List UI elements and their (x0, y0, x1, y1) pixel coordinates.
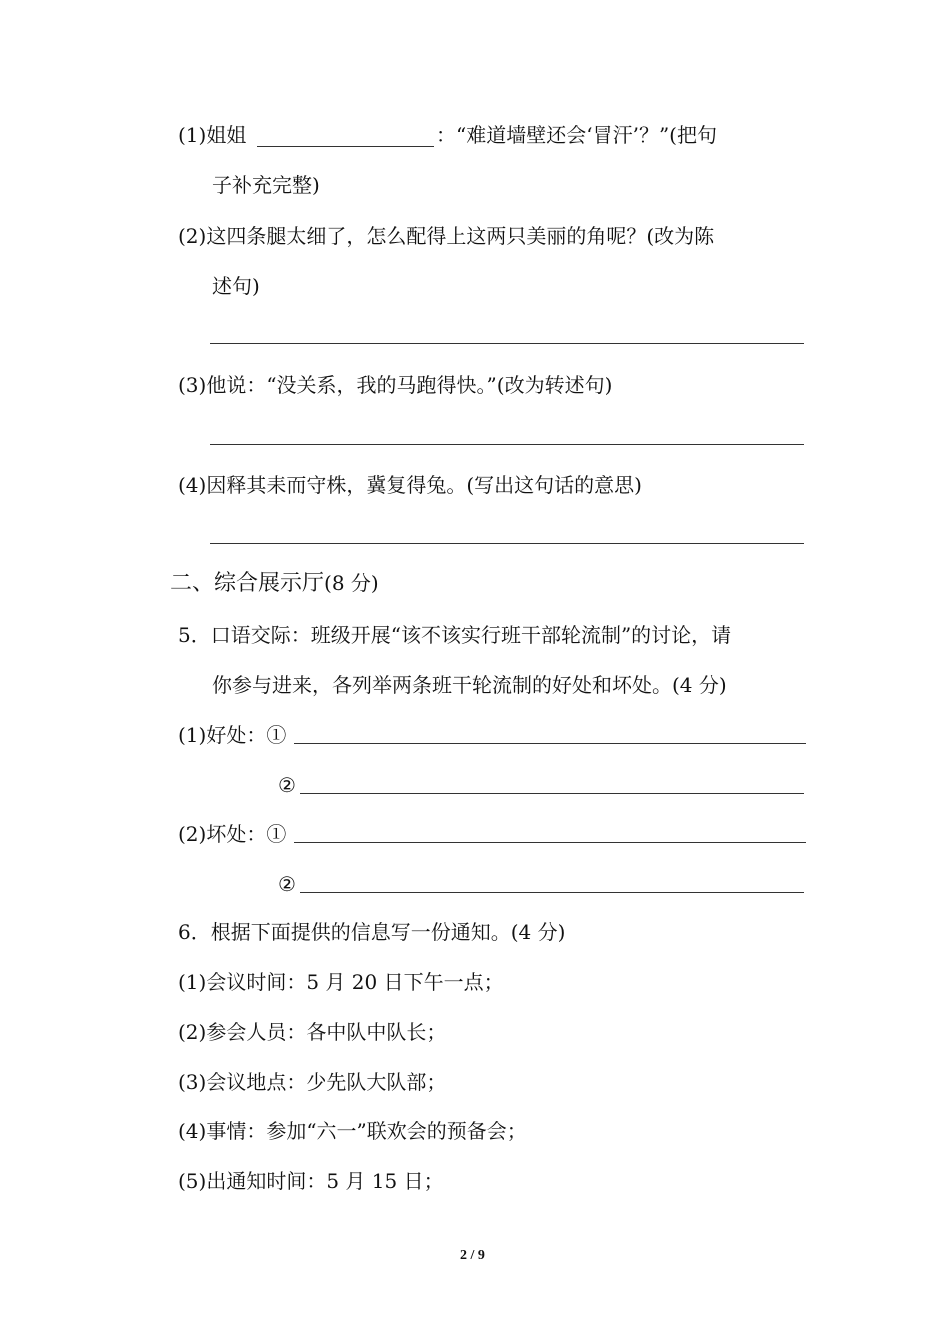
q4-s1-rest: ：“难道墙壁还会‘冒汗’？”(把句 (436, 123, 717, 147)
q4-s1-cont: 子补充完整) (212, 173, 320, 197)
q4-s4-answer-line[interactable] (210, 543, 804, 544)
q4-s3-answer-line[interactable] (210, 444, 804, 445)
q5-bad-label: (2)坏处：① (178, 822, 287, 846)
q6-item: (2)参会人员：各中队中队长； (178, 1020, 447, 1044)
q4-s4: (4)因释其耒而守株，冀复得兔。(写出这句话的意思) (178, 473, 642, 497)
q5-bad-2-line[interactable] (300, 892, 804, 893)
q5-good-2-marker: ② (278, 773, 296, 797)
q5-bad-2-marker: ② (278, 872, 296, 896)
q6-item: (3)会议地点：少先队大队部； (178, 1070, 447, 1094)
q5-good-1-line[interactable] (294, 743, 806, 744)
q5-bad-1-line[interactable] (294, 842, 806, 843)
q6-title: 6．根据下面提供的信息写一份通知。(4 分) (178, 920, 566, 944)
q4-s3: (3)他说：“没关系，我的马跑得快。”(改为转述句) (178, 373, 613, 397)
q6-item: (5)出通知时间：5 月 15 日； (178, 1169, 444, 1193)
q4-s2-answer-line[interactable] (210, 343, 804, 344)
q4-s1-blank[interactable] (257, 146, 434, 147)
q5-good-2-line[interactable] (300, 793, 804, 794)
q6-item: (1)会议时间：5 月 20 日下午一点； (178, 970, 504, 994)
section2-title: 二、综合展示厅 (170, 571, 325, 596)
q6-item: (4)事情：参加“六一”联欢会的预备会； (178, 1119, 527, 1143)
q4-s2-cont: 述句) (212, 274, 260, 298)
page-number: 2 / 9 (460, 1248, 485, 1263)
q5-good-label: (1)好处：① (178, 723, 287, 747)
section2-score: (8 分) (324, 571, 379, 595)
section2-heading (170, 568, 379, 599)
q4-s1-prefix: (1)姐姐 (178, 123, 247, 147)
q5-line2: 你参与进来，各列举两条班干轮流制的好处和坏处。(4 分) (212, 673, 727, 697)
q4-s2: (2)这四条腿太细了，怎么配得上这两只美丽的角呢？(改为陈 (178, 224, 715, 248)
q5-line1: 5．口语交际：班级开展“该不该实行班干部轮流制”的讨论，请 (178, 623, 732, 647)
